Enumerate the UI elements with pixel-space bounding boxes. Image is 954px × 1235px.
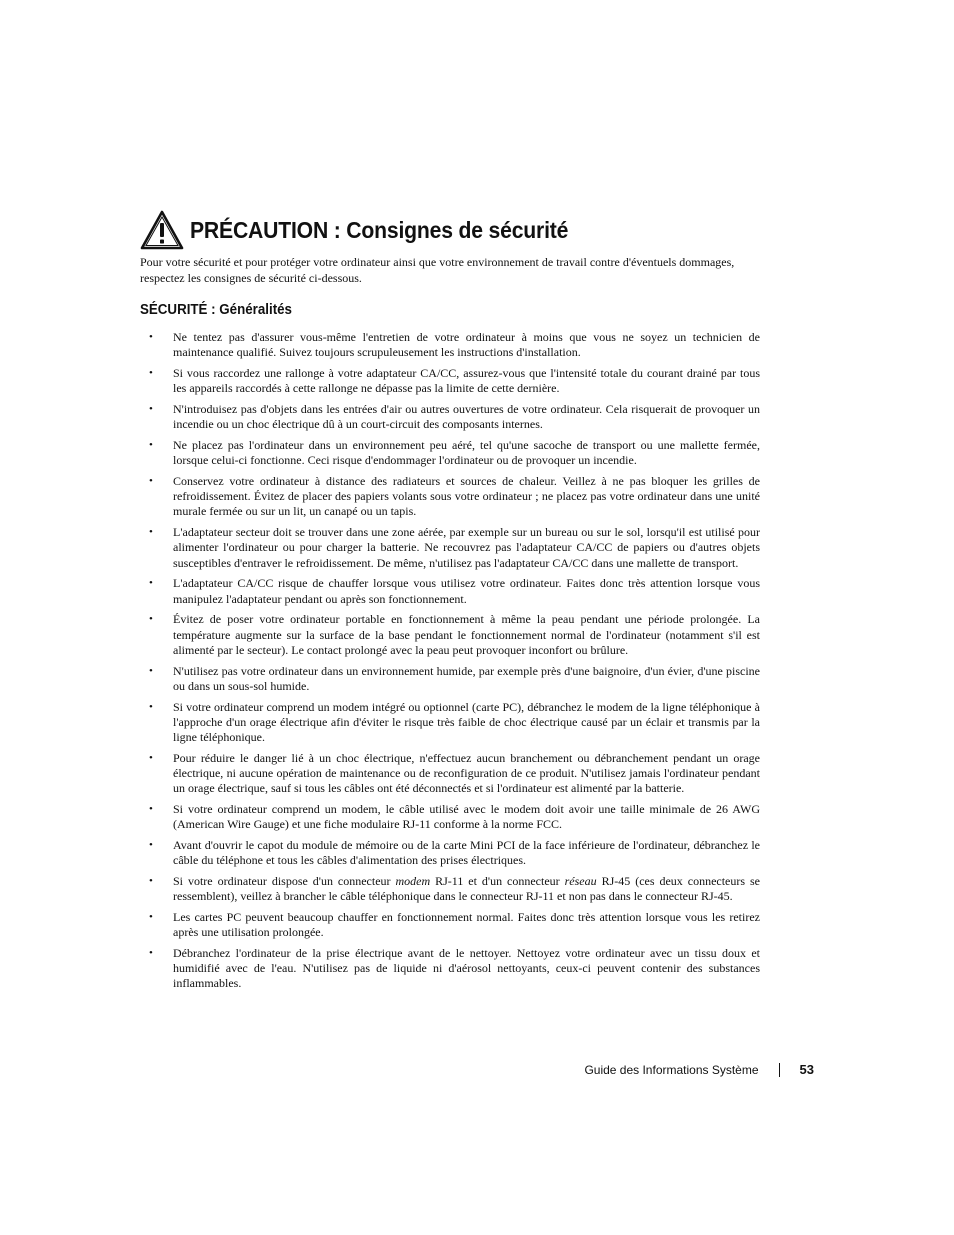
list-item: [140, 438, 760, 468]
list-item-text: L'adaptateur secteur doit se trouver dans une zone aérée, par exemple sur un bureau ou sur le sol, lorsqu'il est utilisé pour alimenter l'ordinateur ou pour charger la batterie. Ne recouvrez pas l'adaptateur CA/CC de papiers ou d'autres objets susceptibles d'entraver le refroidissement. De même, n'utilisez pas l'adaptateur CA/CC dans une mallette de transport.: [173, 525, 760, 570]
list-item-text: N'utilisez pas votre ordinateur dans un environnement humide, par exemple près d'une baignoire, d'un évier, d'une piscine ou dans un sous-sol humide.: [173, 663, 760, 693]
list-item: [140, 664, 760, 694]
list-item: [140, 874, 760, 904]
safety-bullet-list: [140, 330, 760, 997]
bullet-marker: •: [149, 613, 153, 626]
connector-text-b: RJ-11 et d'un connecteur: [430, 874, 565, 889]
page-title: PRÉCAUTION : Consignes de sécurité: [190, 216, 569, 243]
bullet-marker: •: [149, 875, 153, 888]
list-item: [140, 946, 760, 992]
list-item-text: Les cartes PC peuvent beaucoup chauffer en fonctionnement normal. Faites donc très attention lorsque vous les retirez après une utilisation prolongée.: [173, 910, 760, 940]
list-item: [140, 330, 760, 360]
bullet-marker: •: [149, 911, 153, 924]
page-number: 53: [799, 1062, 814, 1077]
bullet-marker: •: [149, 331, 153, 343]
list-item-text: L'adaptateur CA/CC risque de chauffer lorsque vous utilisez votre ordinateur. Faites donc très attention lorsque vous manipulez l'adaptateur pendant ou après son fonctionnement.: [173, 576, 760, 606]
modem-term: modem: [395, 874, 431, 889]
list-item-text: Évitez de poser votre ordinateur portable en fonctionnement à même la peau pendant une période prolongée. La température augmente sur la surface de la base pendant le fonctionnement normal de l'ordinateur (notamment s'il est alimenté par le secteur). Le contact prolongé avec la peau peut provoquer inconfort ou brûlure.: [173, 612, 760, 657]
list-item-text: Débranchez l'ordinateur de la prise électrique avant de le nettoyer. Nettoyez votre ordinateur avec un tissu doux et humidifié avec de l'eau. N'utilisez pas de liquide ni d'aérosol nettoyants, ceux-ci peuvent contenir des substances inflammables.: [173, 946, 760, 991]
list-item: [140, 838, 760, 868]
footer-divider: [779, 1063, 780, 1077]
list-item-text: Pour réduire le danger lié à un choc électrique, n'effectuez aucun branchement ou débranchement pendant un orage électrique, ni aucune opération de maintenance ou de reconfiguration de ce produit. N'utilisez jamais l'ordinateur pendant un orage électrique, sauf si tous les câbles ont été déconnectés et si l'ordinateur est alimenté par la batterie.: [173, 750, 760, 796]
bullet-marker: •: [149, 803, 153, 816]
list-item-text: Conservez votre ordinateur à distance des radiateurs et sources de chaleur. Veillez à ne pas bloquer les grilles de refroidissement. Évitez de placer des papiers volants sous votre ordinateur ; ne placez pas votre ordinateur dans une unité murale fermée ou sur un lit, un canapé ou un tapis.: [173, 474, 760, 519]
list-item-text: Si vous raccordez une rallonge à votre adaptateur CA/CC, assurez-vous que l'intensité totale du courant drainé par tous les appareils raccordés à cette rallonge ne dépasse pas la limite de cette dernière.: [173, 366, 760, 396]
list-item-text: [173, 874, 760, 903]
list-item-text: Si votre ordinateur comprend un modem, le câble utilisé avec le modem doit avoir une taille minimale de 26 AWG (American Wire Gauge) et une fiche modulaire RJ-11 conforme à la norme FCC.: [173, 802, 760, 832]
network-term: réseau: [564, 874, 597, 889]
list-item: [140, 366, 760, 396]
bullet-marker: •: [149, 839, 153, 852]
warning-triangle-icon: [140, 210, 184, 250]
intro-paragraph: Pour votre sécurité et pour protéger votre ordinateur ainsi que votre environnement de travail contre d'éventuels dommages, respectez les consignes de sécurité ci-dessous.: [140, 255, 735, 285]
list-item: [140, 402, 760, 432]
bullet-marker: •: [149, 577, 153, 590]
list-item-text: Si votre ordinateur comprend un modem intégré ou optionnel (carte PC), débranchez le modem de la ligne téléphonique à l'approche d'un orage électrique afin d'éviter le risque très faible de choc électrique causé par un éclair et transmis par la ligne téléphonique.: [173, 699, 760, 745]
list-item-text: N'introduisez pas d'objets dans les entrées d'air ou autres ouvertures de votre ordinateur. Cela risquerait de provoquer un incendie ou un choc électrique dû à un court-circuit des composants internes.: [173, 402, 760, 432]
page-footer: [584, 1062, 814, 1077]
list-item: [140, 910, 760, 940]
list-item-text: Ne tentez pas d'assurer vous-même l'entretien de votre ordinateur à moins que vous ne soyez un technicien de maintenance qualifié. Suivez toujours scrupuleusement les instructions d'installation.: [173, 330, 760, 360]
footer-guide-title: Guide des Informations Système: [584, 1062, 759, 1077]
list-item: [140, 700, 760, 746]
list-item-text: Avant d'ouvrir le capot du module de mémoire ou de la carte Mini PCI de la face inférieure de l'ordinateur, débranchez le câble du téléphone et tous les câbles d'alimentation des prises électriques.: [173, 838, 760, 868]
connector-text-a: Si votre ordinateur dispose d'un connecteur: [173, 874, 396, 889]
list-item: [140, 576, 760, 606]
list-item-text: Ne placez pas l'ordinateur dans un environnement peu aéré, tel qu'une sacoche de transport ou une mallette fermée, lorsque celui-ci fonctionne. Ceci risque d'endommager l'ordinateur ou de provoquer un incendie.: [173, 438, 760, 468]
bullet-marker: •: [149, 700, 153, 713]
connector-text-c: RJ-45 (ces deux connecteurs se ressemblent), veillez à brancher le câble téléphonique dans le connecteur RJ-11 et non pas dans le connecteur RJ-45.: [173, 874, 761, 904]
list-item: [140, 525, 760, 571]
bullet-marker: •: [149, 403, 153, 415]
list-item: [140, 751, 760, 797]
list-item: [140, 474, 760, 520]
bullet-marker: •: [149, 947, 153, 960]
page-header: [140, 208, 840, 252]
list-item: [140, 612, 760, 658]
bullet-marker: •: [149, 526, 153, 539]
bullet-marker: •: [149, 751, 153, 764]
bullet-marker: •: [149, 664, 153, 677]
bullet-marker: •: [149, 367, 153, 379]
list-item: [140, 802, 760, 832]
bullet-marker: •: [149, 475, 153, 487]
bullet-marker: •: [149, 439, 153, 451]
section-heading: SÉCURITÉ : Généralités: [140, 302, 292, 318]
